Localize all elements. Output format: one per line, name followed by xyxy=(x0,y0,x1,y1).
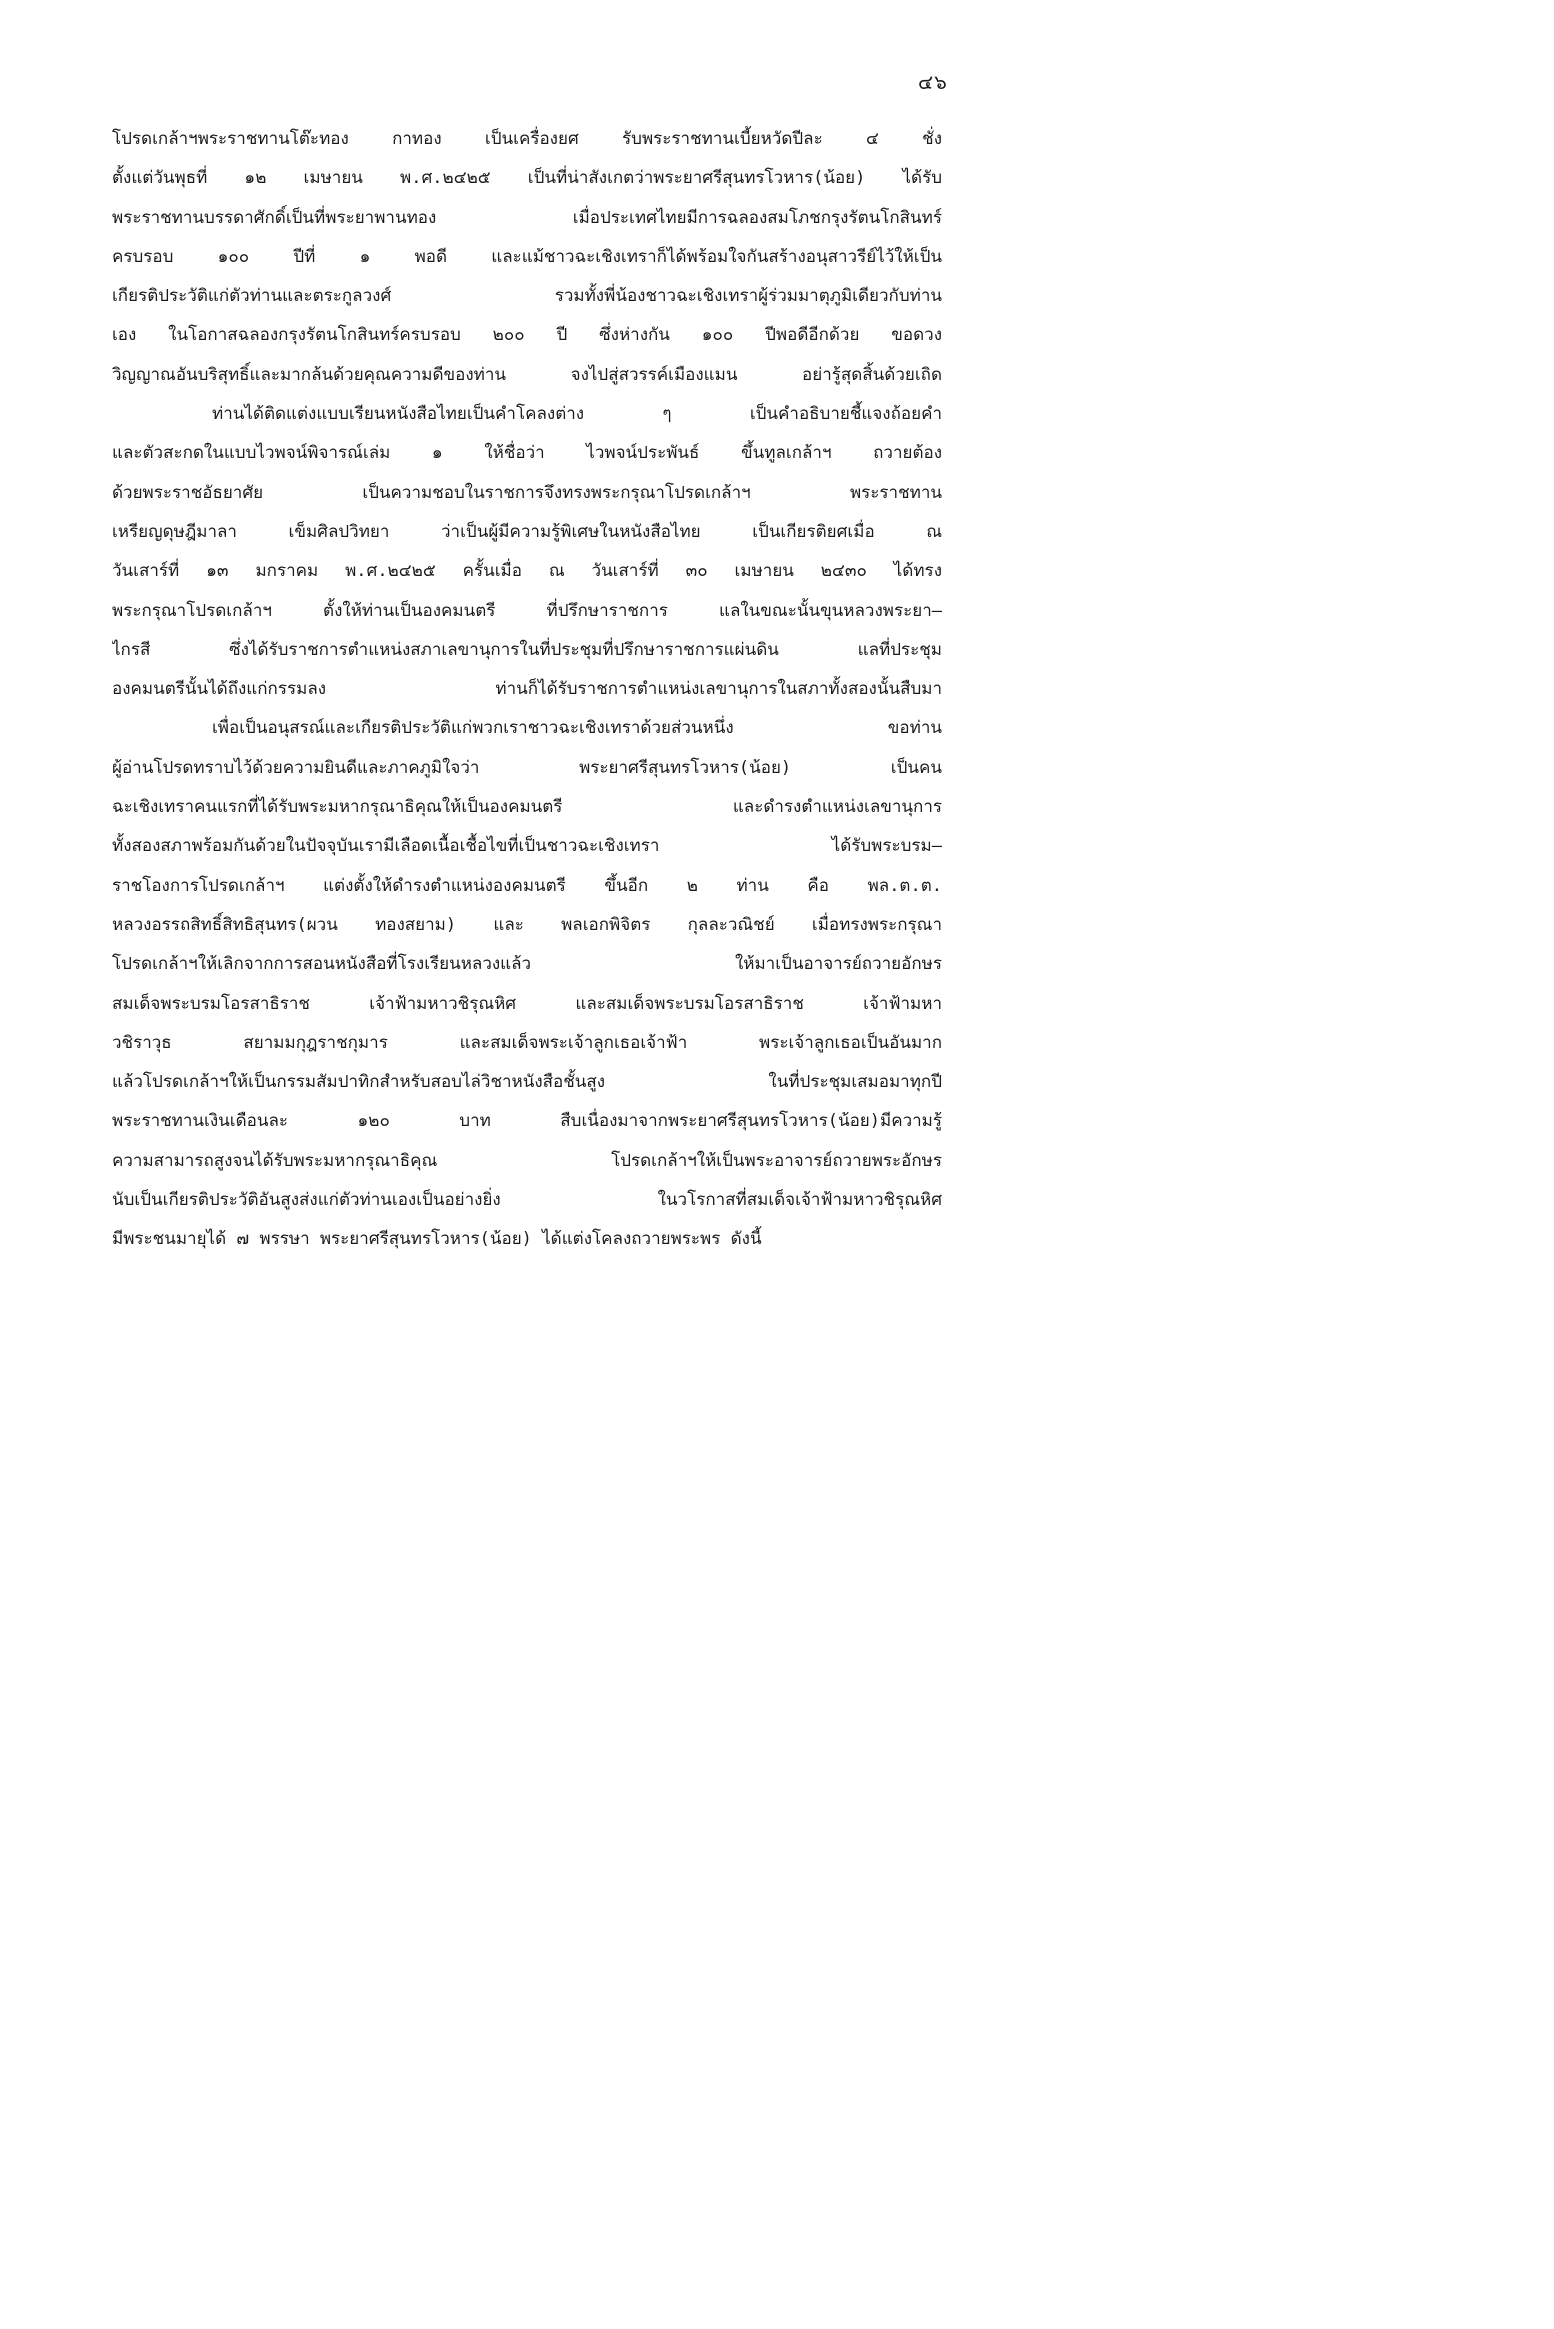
body-text xyxy=(112,120,942,1260)
text-line: ตั้งแต่วันพุธที่ ๑๒ เมษายน พ.ศ.๒๔๒๕ เป็นที่น่าสังเกตว่าพระยาศรีสุนทรโวหาร(น้อย) ได้รับ xyxy=(112,168,942,189)
text-line: และตัวสะกดในแบบไวพจน์พิจารณ์เล่ม ๑ ให้ชื่อว่า ไวพจน์ประพันธ์ ขึ้นทูลเกล้าฯ ถวายต้อง xyxy=(112,443,942,464)
text-line: วชิราวุธ สยามมกุฎราชกุมาร และสมเด็จพระเจ้าลูกเธอเจ้าฟ้า พระเจ้าลูกเธอเป็นอันมาก xyxy=(112,1032,942,1053)
page-number: ๔๖ xyxy=(918,70,948,94)
text-line: ด้วยพระราชอัธยาศัย เป็นความชอบในราชการจึงทรงพระกรุณาโปรดเกล้าฯ พระราชทาน xyxy=(112,482,942,503)
text-line: ความสามารถสูงจนได้รับพระมหากรุณาธิคุณ โปรดเกล้าฯให้เป็นพระอาจารย์ถวายพระอักษร xyxy=(112,1150,942,1171)
text-line: ท่านได้ติดแต่งแบบเรียนหนังสือไทยเป็นคำโคลงต่าง ๆ เป็นคำอธิบายชี้แจงถ้อยคำ xyxy=(212,404,942,425)
text-line: เพื่อเป็นอนุสรณ์และเกียรติประวัติแก่พวกเราชาวฉะเชิงเทราด้วยส่วนหนึ่ง ขอท่าน xyxy=(212,718,942,739)
text-line: พระกรุณาโปรดเกล้าฯ ตั้งให้ท่านเป็นองคมนตรี ที่ปรึกษาราชการ แลในขณะนั้นขุนหลวงพระยา– xyxy=(112,600,942,621)
text-line: วันเสาร์ที่ ๑๓ มกราคม พ.ศ.๒๔๒๕ ครั้นเมื่อ ณ วันเสาร์ที่ ๓๐ เมษายน ๒๔๓๐ ได้ทรง xyxy=(112,561,942,582)
text-line: ฉะเชิงเทราคนแรกที่ได้รับพระมหากรุณาธิคุณให้เป็นองคมนตรี และดำรงตำแหน่งเลขานุการ xyxy=(112,797,942,818)
text-line: ครบรอบ ๑๐๐ ปีที่ ๑ พอดี และแม้ชาวฉะเชิงเทราก็ได้พร้อมใจกันสร้างอนุสาวรีย์ไว้ให้เป็น xyxy=(112,246,942,267)
text-line: องคมนตรีนั้นได้ถึงแก่กรรมลง ท่านก็ได้รับราชการตำแหน่งเลขานุการในสภาทั้งสองนั้นสืบมา xyxy=(112,679,942,700)
text-line: พระราชทานบรรดาศักดิ์เป็นที่พระยาพานทอง เมื่อประเทศไทยมีการฉลองสมโภชกรุงรัตนโกสินทร์ xyxy=(112,207,942,228)
text-line: เหรียญดุษฎีมาลา เข็มศิลปวิทยา ว่าเป็นผู้มีความรู้พิเศษในหนังสือไทย เป็นเกียรติยศเมื่อ ณ xyxy=(112,521,942,542)
text-line: พระราชทานเงินเดือนละ ๑๒๐ บาท สืบเนื่องมาจากพระยาศรีสุนทรโวหาร(น้อย)มีความรู้ xyxy=(112,1111,942,1132)
text-line: วิญญาณอันบริสุทธิ์และมากล้นด้วยคุณความดีของท่าน จงไปสู่สวรรค์เมืองแมน อย่ารู้สุดสิ้นด้วยเถิด xyxy=(112,364,942,385)
text-line: มีพระชนมายุได้ ๗ พรรษา พระยาศรีสุนทรโวหาร(น้อย) ได้แต่งโคลงถวายพระพร ดังนี้ xyxy=(112,1229,762,1250)
text-line: โปรดเกล้าฯพระราชทานโต๊ะทอง กาทอง เป็นเครื่องยศ รับพระราชทานเบี้ยหวัดปีละ ๔ ชั่ง xyxy=(112,129,942,149)
text-line: ทั้งสองสภาพร้อมกันด้วยในปัจจุบันเรามีเลือดเนื้อเชื้อไขที่เป็นชาวฉะเชิงเทรา ได้รับพระบรม– xyxy=(112,836,942,857)
text-line: เกียรติประวัติแก่ตัวท่านและตระกูลวงศ์ รวมทั้งพี่น้องชาวฉะเชิงเทราผู้ร่วมมาตุภูมิเดียวกับท่าน xyxy=(112,286,942,307)
document-page xyxy=(0,0,1046,1568)
text-line: หลวงอรรถสิทธิ์สิทธิสุนทร(ผวน ทองสยาม) และ พลเอกพิจิตร กุลละวณิชย์ เมื่อทรงพระกรุณา xyxy=(112,914,942,935)
text-line: ไกรสี ซึ่งได้รับราชการตำแหน่งสภาเลขานุการในที่ประชุมที่ปรึกษาราชการแผ่นดิน แลที่ประชุม xyxy=(112,639,942,660)
text-line: โปรดเกล้าฯให้เลิกจากการสอนหนังสือที่โรงเรียนหลวงแล้ว ให้มาเป็นอาจารย์ถวายอักษร xyxy=(112,954,942,975)
text-line: แล้วโปรดเกล้าฯให้เป็นกรรมสัมปาทิกสำหรับสอบไล่วิชาหนังสือชั้นสูง ในที่ประชุมเสมอมาทุกปี xyxy=(112,1072,942,1093)
text-line: เอง ในโอกาสฉลองกรุงรัตนโกสินทร์ครบรอบ ๒๐๐ ปี ซึ่งห่างกัน ๑๐๐ ปีพอดีอีกด้วย ขอดวง xyxy=(112,325,942,346)
text-line: สมเด็จพระบรมโอรสาธิราช เจ้าฟ้ามหาวชิรุณหิศ และสมเด็จพระบรมโอรสาธิราช เจ้าฟ้ามหา xyxy=(112,993,942,1014)
text-line: นับเป็นเกียรติประวัติอันสูงส่งแก่ตัวท่านเองเป็นอย่างยิ่ง ในวโรกาสที่สมเด็จเจ้าฟ้ามหาวชิรุณหิศ xyxy=(112,1190,942,1211)
text-line: ราชโองการโปรดเกล้าฯ แต่งตั้งให้ดำรงตำแหน่งองคมนตรี ขึ้นอีก ๒ ท่าน คือ พล.ต.ต. xyxy=(112,875,942,896)
text-line: ผู้อ่านโปรดทราบไว้ด้วยความยินดีและภาคภูมิใจว่า พระยาศรีสุนทรโวหาร(น้อย) เป็นคน xyxy=(112,757,942,778)
